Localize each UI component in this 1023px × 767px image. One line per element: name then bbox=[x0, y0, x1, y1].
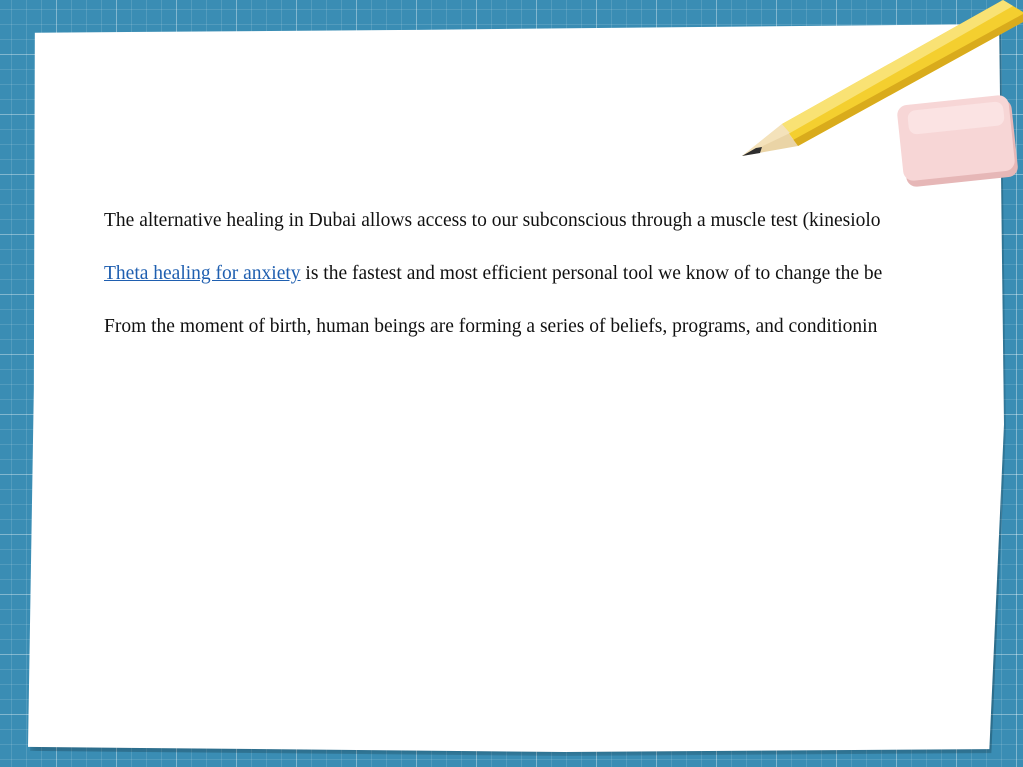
theta-healing-link[interactable]: Theta healing for anxiety bbox=[104, 263, 301, 284]
paragraph-1-text: The alternative healing in Dubai allows access to our subconscious through a muscle test (kinesiolo bbox=[104, 210, 881, 231]
slide-text-content bbox=[104, 210, 1023, 369]
paragraph-2-text: is the fastest and most efficient personal tool we know of to change the be bbox=[300, 263, 883, 284]
paragraph-1 bbox=[104, 210, 1023, 231]
paragraph-3 bbox=[104, 316, 1023, 337]
paragraph-3-text: From the moment of birth, human beings are forming a series of beliefs, programs, and conditionin bbox=[104, 316, 878, 337]
paragraph-2 bbox=[104, 263, 1023, 284]
paper-sheet bbox=[28, 24, 1004, 752]
